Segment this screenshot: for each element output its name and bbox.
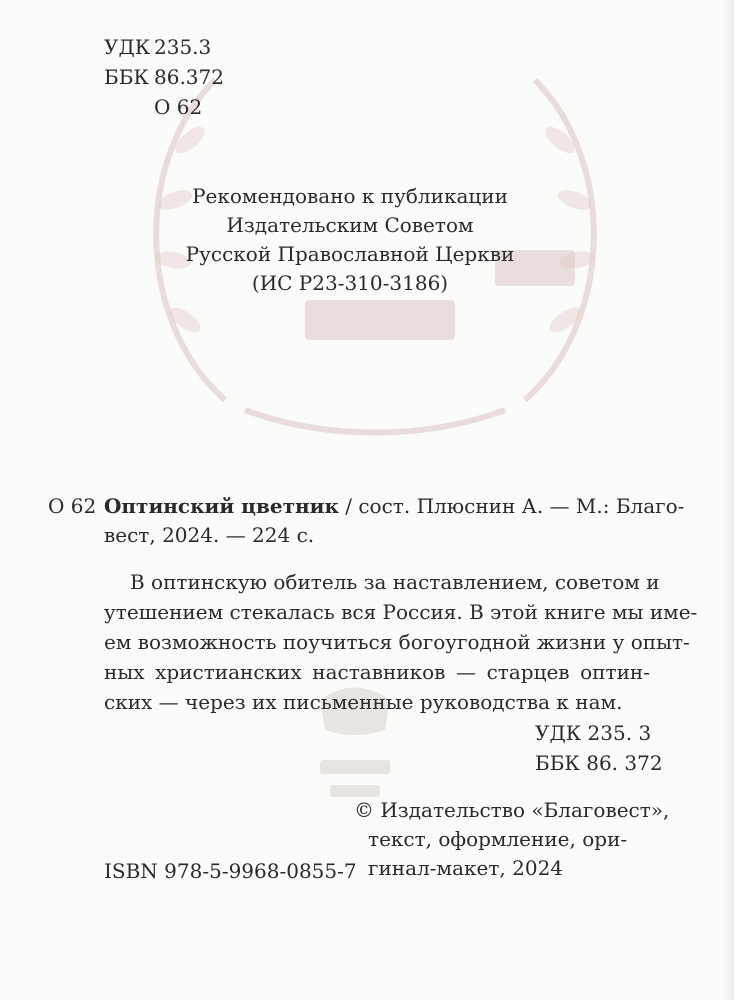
annotation-line: В оптинскую обитель за наставлением, советом и [130,570,660,594]
copyright-notice [354,796,669,883]
recommendation-line: (ИС Р23-310-3186) [251,271,449,295]
bbk-value: 86.372 [154,65,224,89]
bbk-label: ББК [104,65,149,89]
bibliographic-description: / сост. Плюснин А. — М.: Благо- [338,494,685,518]
author-mark: О 62 [154,95,203,119]
isbn: ISBN 978-5-9968-0855-7 [104,859,357,883]
bibliographic-line-2: вест, 2024. — 224 с. [104,523,315,547]
copyright-line: гинал-макет, 2024 [368,856,564,880]
annotation [104,567,698,717]
copyright-line: © Издательство «Благовест», [354,798,670,822]
page-edge-shadow [722,0,734,1000]
annotation-line: ем возможность поучиться богоугодной жизни у опыт- [104,630,690,654]
classification-codes-bottom [535,718,663,778]
bibliographic-mark: О 62 [48,494,97,518]
classification-codes-top [104,32,224,122]
bbk-code: ББК 86. 372 [535,751,663,775]
copyright-line: текст, оформление, ори- [368,827,628,851]
recommendation-line: Русской Православной Церкви [185,242,515,266]
recommendation-line: Рекомендовано к публикации [192,184,508,208]
annotation-line: ных христианских наставников — старцев оптин- [104,660,650,684]
annotation-line: утешением стекалась вся Россия. В этой книге мы име- [104,600,698,624]
recommendation-block [150,182,550,298]
bibliographic-line-1 [104,492,684,521]
udk-value: 235.3 [154,35,212,59]
recommendation-line: Издательским Советом [226,213,474,237]
udk-label: УДК [104,35,151,59]
udk-row [104,32,224,62]
annotation-line: ских — через их письменные руководства к нам. [104,690,623,714]
bbk-row [104,62,224,92]
book-title: Оптинский цветник [104,494,339,518]
udk-code: УДК 235. 3 [535,721,652,745]
